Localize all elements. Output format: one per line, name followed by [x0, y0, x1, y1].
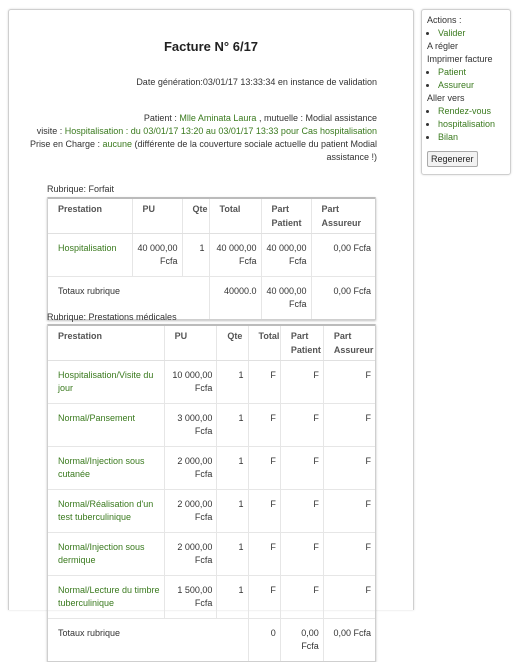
totals-label: Totaux rubrique	[48, 277, 209, 320]
patient-cell: F	[280, 361, 323, 404]
col-part-patient: Part Patient	[261, 198, 311, 234]
qte-cell: 1	[217, 447, 248, 490]
totals-assureur: 0,00 Fcfa	[311, 277, 375, 320]
pu-cell: 40 000,00 Fcfa	[132, 234, 182, 277]
assureur-cell: F	[323, 576, 375, 619]
totals-patient: 40 000,00 Fcfa	[261, 277, 311, 320]
hospitalisation-link[interactable]: hospitalisation	[438, 119, 496, 129]
total-cell: F	[248, 490, 280, 533]
rubrique-prestations-label: Rubrique: Prestations médicales	[47, 312, 177, 322]
print-assureur-link[interactable]: Assureur	[438, 80, 475, 90]
total-cell: F	[248, 533, 280, 576]
totals-assureur: 0,00 Fcfa	[323, 619, 375, 662]
actions-label: Actions :	[427, 15, 462, 25]
totals-patient: 0,00 Fcfa	[280, 619, 323, 662]
visite-link[interactable]: Hospitalisation : du 03/01/17 13:20 au 03/01/17 13:33 pour Cas hospitalisation	[64, 126, 377, 136]
patient-name-link[interactable]: Mlle Aminata Laura	[179, 113, 257, 123]
pu-cell: 2 000,00 Fcfa	[164, 490, 217, 533]
total-cell: F	[248, 576, 280, 619]
prise-note: (différente de la couverture sociale actuelle du patient Modial assistance !)	[132, 139, 377, 162]
table-row	[48, 490, 375, 533]
col-total: Total	[209, 198, 261, 234]
col-prestation: Prestation	[48, 198, 132, 234]
totals-total: 40000.0	[209, 277, 261, 320]
patient-cell: F	[280, 533, 323, 576]
assureur-cell: 0,00 Fcfa	[311, 234, 375, 277]
prestation-link[interactable]: Hospitalisation	[58, 243, 117, 253]
invoice-panel	[8, 9, 414, 651]
pu-cell: 3 000,00 Fcfa	[164, 404, 217, 447]
qte-cell: 1	[217, 533, 248, 576]
table-row	[48, 533, 375, 576]
generation-date: Date génération:03/01/17 13:33:34 en instance de validation	[136, 77, 377, 87]
pu-cell: 10 000,00 Fcfa	[164, 361, 217, 404]
table-row	[48, 404, 375, 447]
table-row	[48, 576, 375, 619]
col-part-patient: Part Patient	[280, 325, 323, 361]
total-cell: F	[248, 404, 280, 447]
table-row	[48, 447, 375, 490]
visite-label: visite :	[36, 126, 65, 136]
invoice-title: Facture N° 6/17	[163, 39, 259, 54]
pu-cell: 1 500,00 Fcfa	[164, 576, 217, 619]
rendez-vous-link[interactable]: Rendez-vous	[438, 106, 492, 116]
totals-row	[48, 619, 375, 662]
col-part-assureur: Part Assureur	[323, 325, 375, 361]
prestation-link[interactable]: Hospitalisation/Visite du jour	[58, 370, 154, 393]
patient-cell: F	[280, 404, 323, 447]
assureur-cell: F	[323, 447, 375, 490]
patient-cell: 40 000,00 Fcfa	[261, 234, 311, 277]
prise-link[interactable]: aucune	[102, 139, 133, 149]
patient-label: Patient :	[143, 113, 180, 123]
col-total: Total	[248, 325, 280, 361]
forfait-table	[47, 197, 376, 320]
prestation-link[interactable]: Normal/Injection sous dermique	[58, 542, 145, 565]
prestations-table	[47, 324, 376, 662]
prestation-link[interactable]: Normal/Pansement	[58, 413, 136, 423]
qte-cell: 1	[217, 361, 248, 404]
prise-label: Prise en Charge :	[29, 139, 103, 149]
qte-cell: 1	[217, 576, 248, 619]
regenerer-button[interactable]: Regenerer	[427, 151, 478, 167]
total-cell: 40 000,00 Fcfa	[209, 234, 261, 277]
totals-label: Totaux rubrique	[48, 619, 248, 662]
pu-cell: 2 000,00 Fcfa	[164, 447, 217, 490]
assureur-cell: F	[323, 404, 375, 447]
qte-cell: 1	[217, 490, 248, 533]
col-qte: Qte	[217, 325, 248, 361]
patient-cell: F	[280, 490, 323, 533]
col-qte: Qte	[182, 198, 209, 234]
pu-cell: 2 000,00 Fcfa	[164, 533, 217, 576]
patient-cell: F	[280, 447, 323, 490]
table-row	[48, 234, 375, 277]
totals-total: 0	[248, 619, 280, 662]
col-pu: PU	[164, 325, 217, 361]
table-row	[48, 361, 375, 404]
assureur-cell: F	[323, 533, 375, 576]
prestation-link[interactable]: Normal/Injection sous cutanée	[58, 456, 145, 479]
rubrique-forfait-label: Rubrique: Forfait	[47, 184, 115, 194]
prestation-link[interactable]: Normal/Lecture du timbre tuberculinique	[58, 585, 160, 608]
patient-info	[17, 112, 377, 164]
total-cell: F	[248, 447, 280, 490]
mutuelle-text: , mutuelle : Modial assistance	[256, 113, 377, 123]
assureur-cell: F	[323, 361, 375, 404]
col-pu: PU	[132, 198, 182, 234]
actions-sidebar	[421, 9, 511, 175]
total-cell: F	[248, 361, 280, 404]
col-prestation: Prestation	[48, 325, 164, 361]
patient-cell: F	[280, 576, 323, 619]
aller-vers-label: Aller vers	[427, 93, 465, 103]
col-part-assureur: Part Assureur	[311, 198, 375, 234]
qte-cell: 1	[217, 404, 248, 447]
assureur-cell: F	[323, 490, 375, 533]
prestation-link[interactable]: Normal/Réalisation d'un test tuberculinique	[58, 499, 154, 522]
bilan-link[interactable]: Bilan	[438, 132, 459, 142]
qte-cell: 1	[182, 234, 209, 277]
imprimer-label: Imprimer facture	[427, 54, 493, 64]
valider-link[interactable]: Valider	[438, 28, 466, 38]
print-patient-link[interactable]: Patient	[438, 67, 467, 77]
a-regler-label: A régler	[427, 41, 459, 51]
